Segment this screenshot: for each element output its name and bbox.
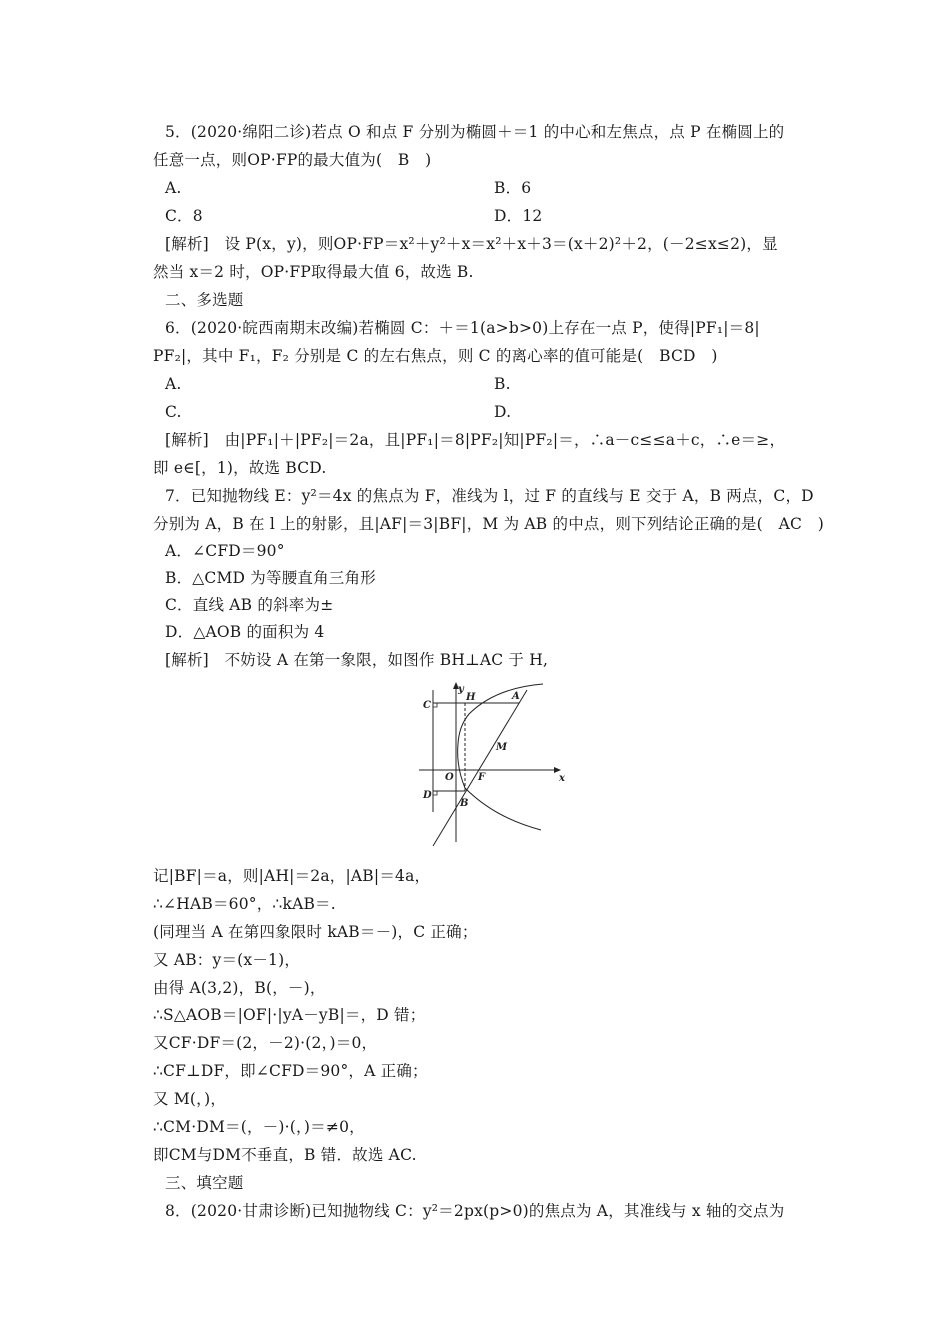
q7-option-b: B．△CMD 为等腰直角三角形: [165, 569, 376, 587]
q7-step: ∴∠HAB＝60°，∴kAB＝.: [153, 895, 336, 913]
q5-stem-line2: 任意一点，则OP·FP的最大值为( B ): [153, 151, 432, 169]
label-o: O: [445, 772, 454, 783]
section-heading-multiple-choice: 二、多选题: [165, 291, 244, 309]
q6-option-d: D.: [494, 403, 512, 421]
parabola-diagram-svg: [415, 678, 575, 854]
q6-option-a: A.: [165, 375, 182, 393]
q5-option-d: D．12: [494, 207, 543, 225]
q7-step: 记|BF|＝a，则|AH|＝2a，|AB|＝4a，: [153, 867, 431, 885]
q7-option-c: C．直线 AB 的斜率为±: [165, 596, 334, 614]
q6-stem-line2: PF₂|，其中 F₁，F₂ 分别是 C 的左右焦点，则 C 的离心率的值可能是( BCD ): [153, 347, 718, 365]
label-h: H: [466, 692, 476, 703]
q6-solution-line1: [解析] 由|PF₁|＋|PF₂|＝2a，且|PF₁|＝8|PF₂|知|PF₂|＝，∴a－c≤≤a＋c，∴e＝≥，: [165, 431, 786, 449]
right-angle-mark-d: [433, 791, 437, 795]
q5-option-c: C．8: [165, 207, 203, 225]
q7-step: 又 M(，)，: [153, 1090, 227, 1108]
label-a: A: [512, 691, 520, 702]
q7-stem-line2: 分别为 A，B 在 l 上的射影，且|AF|＝3|BF|，M 为 AB 的中点，则下列结论正确的是( AC ): [153, 515, 824, 533]
label-d: D: [423, 790, 432, 801]
q7-option-d: D．△AOB 的面积为 4: [165, 623, 325, 641]
q7-stem-line1: 7．已知抛物线 E：y²＝4x 的焦点为 F，准线为 l，过 F 的直线与 E 交于 A，B 两点，C，D: [165, 487, 814, 505]
q7-step: 由得 A(3,2)，B(，－)，: [153, 979, 326, 997]
q7-step: (同理当 A 在第四象限时 kAB＝－)，C 正确；: [153, 923, 478, 941]
q7-step: 又 AB：y＝(x－1)，: [153, 951, 301, 969]
right-angle-mark-c: [433, 703, 437, 707]
q7-step: 又CF·DF＝(2，－2)·(2，)＝0，: [153, 1034, 378, 1052]
label-b: B: [460, 798, 469, 809]
q6-option-c: C.: [165, 403, 182, 421]
q7-step: ∴CM·DM＝(，－)·(，)＝≠0，: [153, 1118, 365, 1136]
parabola-diagram: [415, 678, 575, 854]
q8-stem-line1: 8．(2020·甘肃诊断)已知抛物线 C：y²＝2px(p>0)的焦点为 A，其准线与 x 轴的交点为: [165, 1202, 785, 1220]
section-heading-fill-in: 三、填空题: [165, 1174, 244, 1192]
q5-option-b: B．6: [494, 179, 532, 197]
q5-solution-line2: 然当 x＝2 时，OP·FP取得最大值 6，故选 B.: [153, 263, 474, 281]
label-y: y: [458, 684, 464, 695]
q6-solution-line2: 即 e∈[，1)，故选 BCD.: [153, 459, 327, 477]
q5-solution-line1: [解析] 设 P(x，y)，则OP·FP＝x²＋y²＋x＝x²＋x＋3＝(x＋2)²＋2，(－2≤x≤2)，显: [165, 235, 778, 253]
q5-option-a: A.: [165, 179, 182, 197]
q6-stem-line1: 6．(2020·皖西南期末改编)若椭圆 C：＋＝1(a>b>0)上存在一点 P，使得|PF₁|＝8|: [165, 319, 760, 337]
label-m: M: [496, 742, 508, 753]
q7-step: ∴S△AOB＝|OF|·|yA－yB|＝，D 错；: [153, 1006, 426, 1024]
q5-stem-line1: 5．(2020·绵阳二诊)若点 O 和点 F 分别为椭圆＋＝1 的中心和左焦点，点 P 在椭圆上的: [165, 123, 785, 141]
label-f: F: [478, 772, 486, 783]
q6-option-b: B.: [494, 375, 511, 393]
focal-chord-ab: [433, 690, 527, 846]
q7-step: ∴CF⊥DF，即∠CFD＝90°，A 正确；: [153, 1062, 428, 1080]
label-x: x: [559, 773, 565, 784]
parabola-curve: [458, 684, 543, 830]
q7-option-a: A．∠CFD＝90°: [165, 542, 285, 560]
label-c: C: [423, 700, 431, 711]
q7-step: 即CM与DM不垂直，B 错．故选 AC.: [153, 1146, 417, 1164]
q7-solution-intro: [解析] 不妨设 A 在第一象限，如图作 BH⊥AC 于 H,: [165, 651, 549, 669]
